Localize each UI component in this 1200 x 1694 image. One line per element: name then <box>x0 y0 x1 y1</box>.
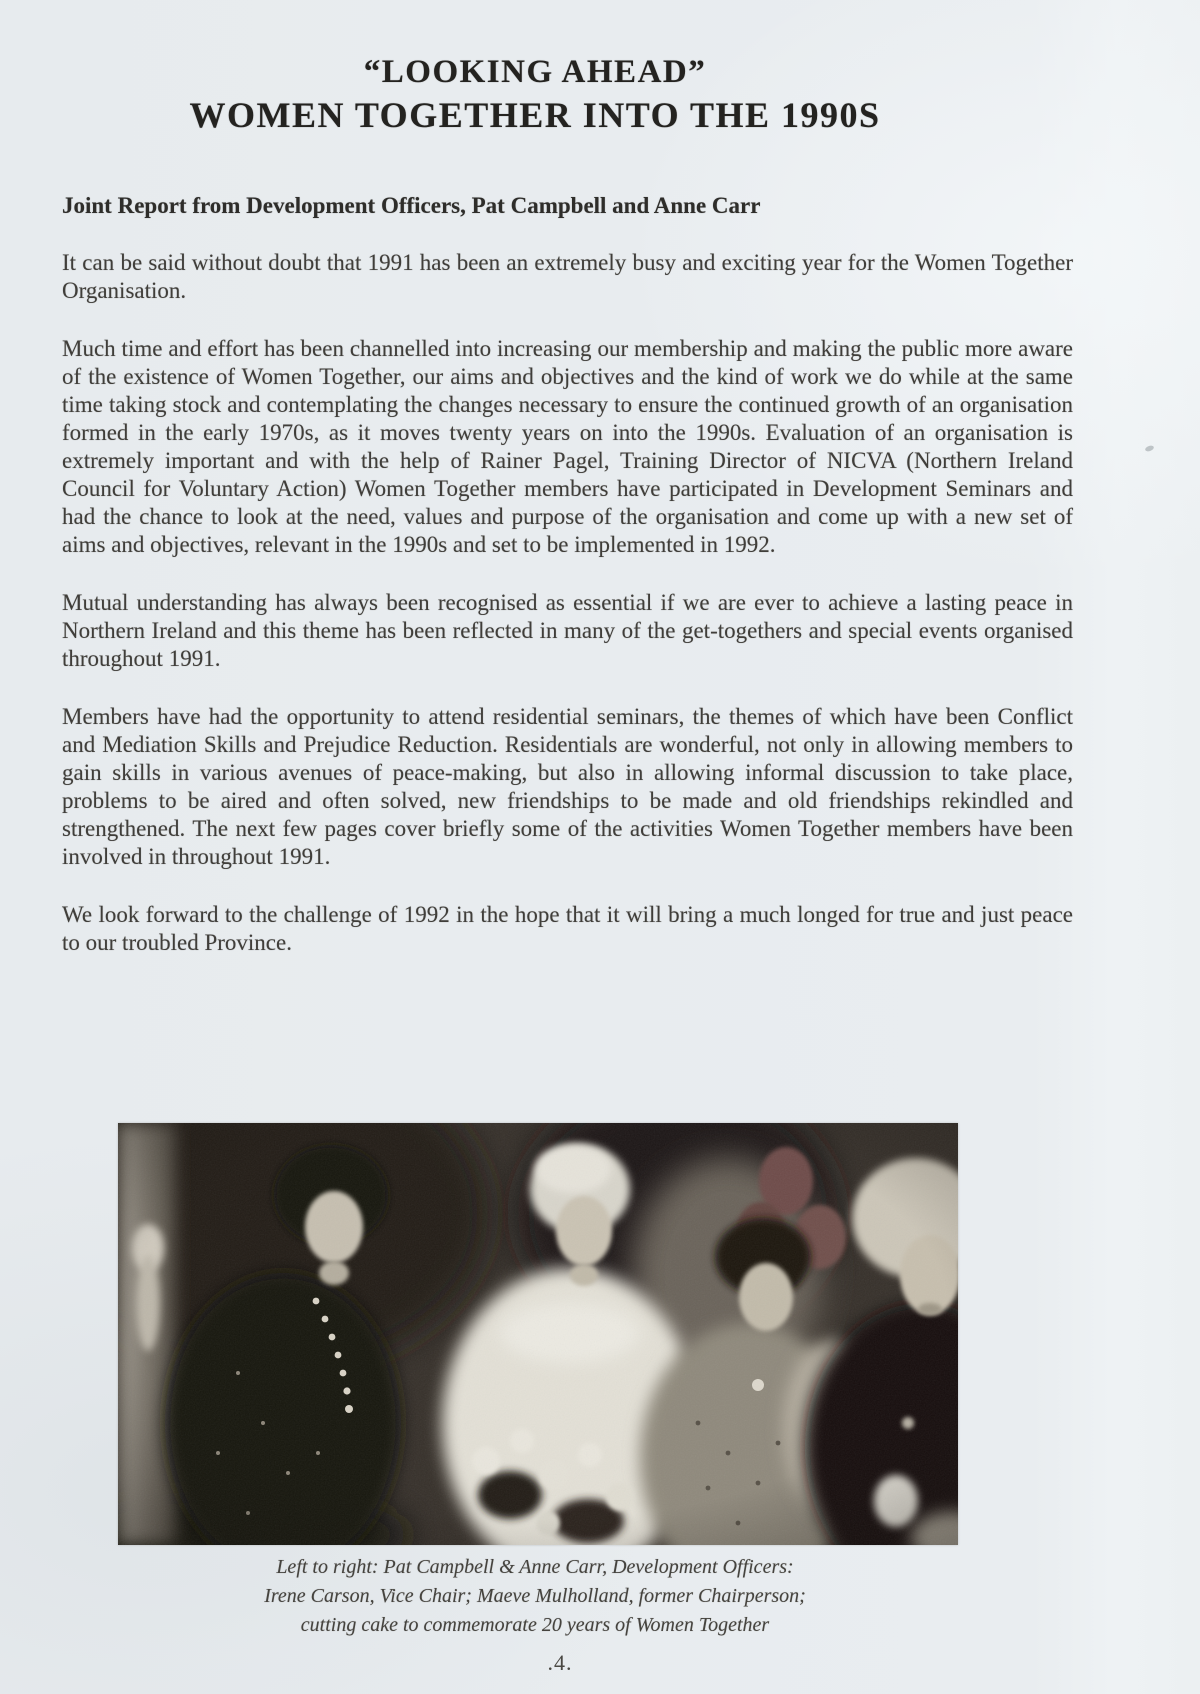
photo-caption <box>0 1553 1070 1640</box>
body-paragraph: Much time and effort has been channelled into increasing our membership and making the public more aware of the existence of Women Together, our aims and objectives and the kind of work we do while at the same time taking stock and contemplating the changes necessary to ensure the continued growth of an organisation formed in the early 1970s, as it moves twenty years on into the 1990s. Evaluation of an organisation is extremely important and with the help of Rainer Pagel, Training Director of NICVA (Northern Ireland Council for Voluntary Action) Women Together members have participated in Development Seminars and had the chance to look at the need, values and purpose of the organisation and come up with a new set of aims and objectives, relevant in the 1990s and set to be implemented in 1992. <box>62 336 1073 557</box>
body-paragraph: We look forward to the challenge of 1992 in the hope that it will bring a much longed for true and just peace to our troubled Province. <box>62 902 1073 955</box>
body-paragraph: It can be said without doubt that 1991 has been an extremely busy and exciting year for the Women Together Organisation. <box>62 250 1073 303</box>
caption-line: Left to right: Pat Campbell & Anne Carr, Development Officers: <box>276 1556 794 1578</box>
scan-artifact-speck <box>1144 445 1154 453</box>
body-paragraph: Members have had the opportunity to attend residential seminars, the themes of which have been Conflict and Mediation Skills and Prejudice Reduction. Residentials are wonderful, not only in allowing members to gain skills in various avenues of peace-making, but also in allowing informal discussion to take place, problems to be aired and often solved, new friendships to be made and old friendships rekindled and strengthened. The next few pages cover briefly some of the activities Women Together members have been involved in throughout 1991. <box>62 704 1073 869</box>
page-title <box>0 52 1070 138</box>
caption-line: cutting cake to commemorate 20 years of Women Together <box>300 1614 770 1636</box>
title-line-1: “LOOKING AHEAD” <box>363 54 707 90</box>
report-body <box>62 249 1073 987</box>
group-photo-illustration <box>118 1123 958 1545</box>
report-subheading: Joint Report from Development Officers, Pat Campbell and Anne Carr <box>62 193 761 218</box>
title-line-2: WOMEN TOGETHER INTO THE 1990S <box>189 95 881 135</box>
body-paragraph: Mutual understanding has always been recognised as essential if we are ever to achieve a lasting peace in Northern Ireland and this theme has been reflected in many of the get-togethers and special events organised throughout 1991. <box>62 590 1073 671</box>
caption-line: Irene Carson, Vice Chair; Maeve Mulholland, former Chairperson; <box>264 1585 806 1607</box>
group-photo <box>118 1123 958 1545</box>
photo-grain <box>118 1123 958 1545</box>
page-number: .4. <box>547 1650 573 1675</box>
